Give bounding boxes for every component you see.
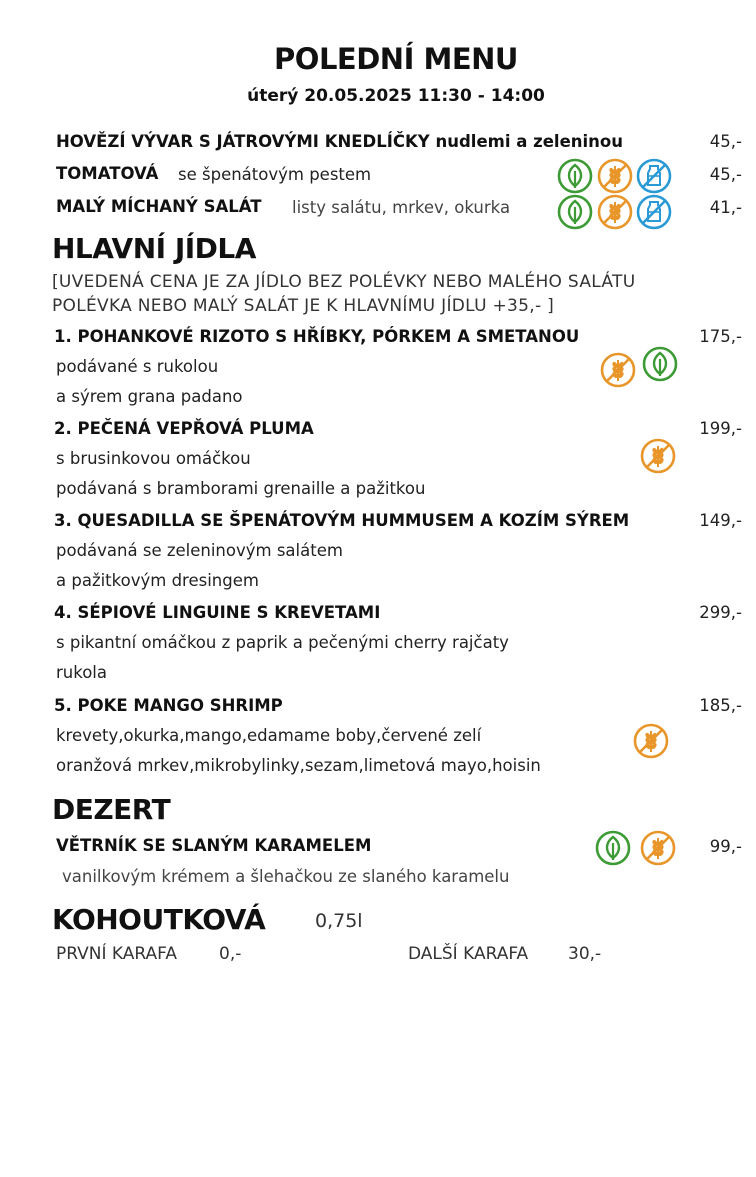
vegan-icon (557, 158, 593, 194)
water-volume: 0,75l (315, 910, 363, 932)
soup-3-name: MALÝ MÍCHANÝ SALÁT (56, 197, 262, 216)
main-4-name: 4. SÉPIOVÉ LINGUINE S KREVETAMI (54, 603, 381, 622)
gluten-free-icon (600, 352, 636, 388)
section-heading-mains: HLAVNÍ JÍDLA (52, 232, 256, 265)
main-5-price: 185,- (699, 696, 742, 715)
main-2-price: 199,- (699, 419, 742, 438)
lactose-free-icon (636, 194, 672, 230)
soup-2-desc: se špenátovým pestem (178, 165, 372, 184)
main-2-name: 2. PEČENÁ VEPŘOVÁ PLUMA (54, 419, 314, 438)
gluten-free-icon (640, 830, 676, 866)
main-4-desc-1: s pikantní omáčkou z paprik a pečenými cherry rajčaty (56, 633, 509, 652)
next-carafe-price: 30,- (568, 944, 602, 964)
main-1-name: 1. POHANKOVÉ RIZOTO S HŘÍBKY, PÓRKEM A SMETANOU (54, 327, 580, 346)
soup-1-price: 45,- (709, 132, 742, 151)
mains-note-line-2: POLÉVKA NEBO MALÝ SALÁT JE K HLAVNÍMU JÍDLU +35,- ] (52, 296, 555, 316)
first-carafe-label: PRVNÍ KARAFA (56, 944, 177, 964)
date-line: úterý 20.05.2025 11:30 - 14:00 (247, 86, 545, 106)
main-1-desc-2: a sýrem grana padano (56, 387, 243, 406)
main-5-desc-1: krevety,okurka,mango,edamame boby,červené zelí (56, 726, 482, 745)
vegan-icon (595, 830, 631, 866)
main-5-name: 5. POKE MANGO SHRIMP (54, 696, 283, 715)
soup-3-desc: listy salátu, mrkev, okurka (292, 198, 511, 217)
section-heading-water: KOHOUTKOVÁ (52, 903, 266, 936)
main-2-desc-2: podávaná s bramborami grenaille a pažitkou (56, 479, 426, 498)
main-2-desc-1: s brusinkovou omáčkou (56, 449, 251, 468)
lactose-free-icon (636, 158, 672, 194)
main-5-desc-2: oranžová mrkev,mikrobylinky,sezam,limetová mayo,hoisin (56, 756, 541, 775)
soup-2-price: 45,- (709, 165, 742, 184)
main-4-price: 299,- (699, 603, 742, 622)
gluten-free-icon (640, 438, 676, 474)
first-carafe-price: 0,- (219, 944, 242, 964)
main-3-desc-2: a pažitkovým dresingem (56, 571, 259, 590)
page-title: POLEDNÍ MENU (274, 42, 518, 76)
dessert-name: VĚTRNÍK SE SLANÝM KARAMELEM (56, 836, 372, 855)
main-4-desc-2: rukola (56, 663, 107, 682)
main-1-price: 175,- (699, 327, 742, 346)
gluten-free-icon (597, 194, 633, 230)
vegan-icon (557, 194, 593, 230)
dessert-desc: vanilkovým krémem a šlehačkou ze slaného karamelu (62, 867, 510, 886)
main-3-price: 149,- (699, 511, 742, 530)
mains-note-line-1: [UVEDENÁ CENA JE ZA JÍDLO BEZ POLÉVKY NEBO MALÉHO SALÁTU (52, 272, 636, 292)
section-heading-dessert: DEZERT (52, 793, 171, 826)
main-3-name: 3. QUESADILLA SE ŠPENÁTOVÝM HUMMUSEM A KOZÍM SÝREM (54, 511, 630, 530)
next-carafe-label: DALŠÍ KARAFA (408, 944, 529, 964)
vegan-icon (642, 346, 678, 382)
gluten-free-icon (633, 723, 669, 759)
soup-2-name: TOMATOVÁ (56, 164, 159, 183)
gluten-free-icon (597, 158, 633, 194)
main-1-desc-1: podávané s rukolou (56, 357, 219, 376)
main-3-desc-1: podávaná se zeleninovým salátem (56, 541, 343, 560)
soup-1-name: HOVĚZÍ VÝVAR S JÁTROVÝMI KNEDLÍČKY nudlemi a zeleninou (56, 132, 623, 151)
dessert-price: 99,- (709, 837, 742, 856)
soup-3-price: 41,- (709, 198, 742, 217)
